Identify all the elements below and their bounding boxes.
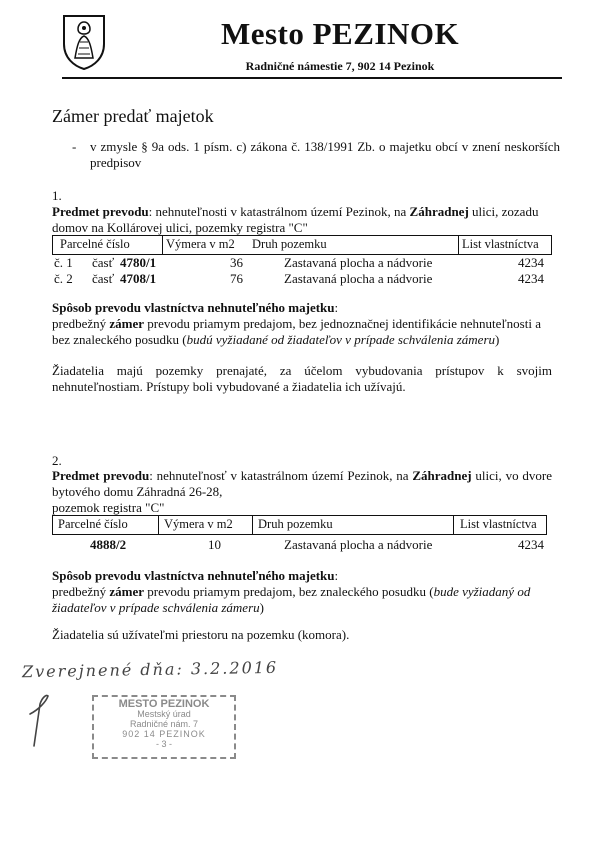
section2-method <box>52 568 552 616</box>
column-header: Výmera v m2 <box>166 237 235 251</box>
header-divider <box>62 77 562 79</box>
row-number: č. 2 <box>54 271 73 286</box>
stamp-line: MESTO PEZINOK <box>118 698 210 710</box>
city-crest-icon <box>62 14 106 70</box>
method-italic: budú vyžiadané od žiadateľov v prípade schválenia zámeru <box>186 332 496 347</box>
subject-text-b: ulici, vo dvore bytového domu Záhradná 26-28, <box>52 468 552 499</box>
column-header: Parcelné číslo <box>58 517 128 531</box>
row-type: Zastavaná plocha a nádvorie <box>284 255 433 270</box>
table-row <box>52 537 552 555</box>
stamp-line: 902 14 PEZINOK <box>122 729 206 739</box>
street-name: Záhradnej <box>409 204 469 219</box>
method-colon: : <box>334 300 339 315</box>
subject-text-b: ulici, zozadu domov na Kollárovej ulici, pozemky registra "C" <box>52 204 539 235</box>
row-type: Zastavaná plocha a nádvorie <box>284 537 433 552</box>
column-header: List vlastníctva <box>462 237 539 251</box>
column-header: List vlastníctva <box>460 517 537 531</box>
section1-method <box>52 300 552 348</box>
row-lv: 4234 <box>518 271 544 286</box>
method-zamer: zámer <box>109 584 145 599</box>
method-text-a: predbežný <box>52 584 110 599</box>
street-name: Záhradnej <box>412 468 472 483</box>
row-number: č. 1 <box>54 255 73 270</box>
row-area: 36 <box>230 255 243 270</box>
method-text-b: prevodu priamym predajom, bez jednoznačnej identifikácie nehnuteľnosti a bez znaleckého posudku ( <box>52 316 541 347</box>
column-header: Výmera v m2 <box>164 517 233 531</box>
row-part: časť <box>92 255 115 270</box>
row-area: 76 <box>230 271 243 286</box>
section1-subject <box>52 204 552 236</box>
city-address: Radničné námestie 7, 902 14 Pezinok <box>245 59 435 73</box>
table-row <box>52 271 552 289</box>
row-parcel: 4780/1 <box>120 255 157 270</box>
section1-note: Žiadatelia majú pozemky prenajaté, za účelom vybudovania prístupov k svojim nehnuteľnostiam. Prístupy boli vybudované a žiadatelia ich užívajú. <box>52 363 552 394</box>
row-lv: 4234 <box>518 537 544 552</box>
subject-label: Predmet prevodu <box>52 204 149 219</box>
row-parcel: 4708/1 <box>120 271 157 286</box>
row-lv: 4234 <box>518 255 544 270</box>
stamp-line: - 3 - <box>155 739 172 749</box>
column-header: Druh pozemku <box>258 517 333 531</box>
subject-text-c: pozemok registra "C" <box>52 500 165 515</box>
subject-text-a: : nehnuteľnosti v katastrálnom území Pezinok, na <box>148 204 410 219</box>
signature-icon <box>26 688 56 748</box>
row-area: 10 <box>208 537 221 552</box>
method-heading: Spôsob prevodu vlastníctva nehnuteľného majetku <box>52 300 335 315</box>
column-header: Parcelné číslo <box>60 237 130 251</box>
method-text-b: prevodu priamym predajom, bez znaleckého posudku ( <box>144 584 434 599</box>
official-stamp <box>92 695 236 759</box>
section1-number: 1. <box>52 188 62 203</box>
subject-text-a: : nehnuteľnosť v katastrálnom území Pezinok, na <box>149 468 413 483</box>
row-part: časť <box>92 271 115 286</box>
method-text-a: predbežný <box>52 316 110 331</box>
section2-note: Žiadatelia sú užívateľmi priestoru na pozemku (komora). <box>52 627 350 642</box>
row-parcel: 4888/2 <box>90 537 127 552</box>
stamp-line: Mestský úrad <box>137 709 191 719</box>
method-text-c: ) <box>495 332 500 347</box>
method-colon: : <box>334 568 339 583</box>
page-title: Mesto PEZINOK <box>220 16 460 51</box>
handwritten-publication-date: Zverejnené dňa: 3.2.2016 <box>21 657 279 682</box>
method-text-c: ) <box>259 600 264 615</box>
section2-subject <box>52 468 552 516</box>
stamp-line: Radničné nám. 7 <box>129 719 199 729</box>
intro-dash: - <box>72 139 77 154</box>
section2-number: 2. <box>52 453 62 468</box>
method-zamer: zámer <box>109 316 145 331</box>
column-header: Druh pozemku <box>252 237 327 251</box>
intro-text: v zmysle § 9a ods. 1 písm. c) zákona č. 138/1991 Zb. o majetku obcí v znení neskorších predpisov <box>90 139 560 170</box>
table2-header <box>52 515 547 535</box>
document-heading: Zámer predať majetok <box>52 106 214 126</box>
method-italic: bude vyžiadaný od žiadateľov v prípade schválenia zámeru <box>52 584 531 615</box>
row-type: Zastavaná plocha a nádvorie <box>284 271 433 286</box>
subject-label: Predmet prevodu <box>52 468 150 483</box>
table1-header <box>52 235 552 255</box>
method-heading: Spôsob prevodu vlastníctva nehnuteľného majetku <box>52 568 335 583</box>
